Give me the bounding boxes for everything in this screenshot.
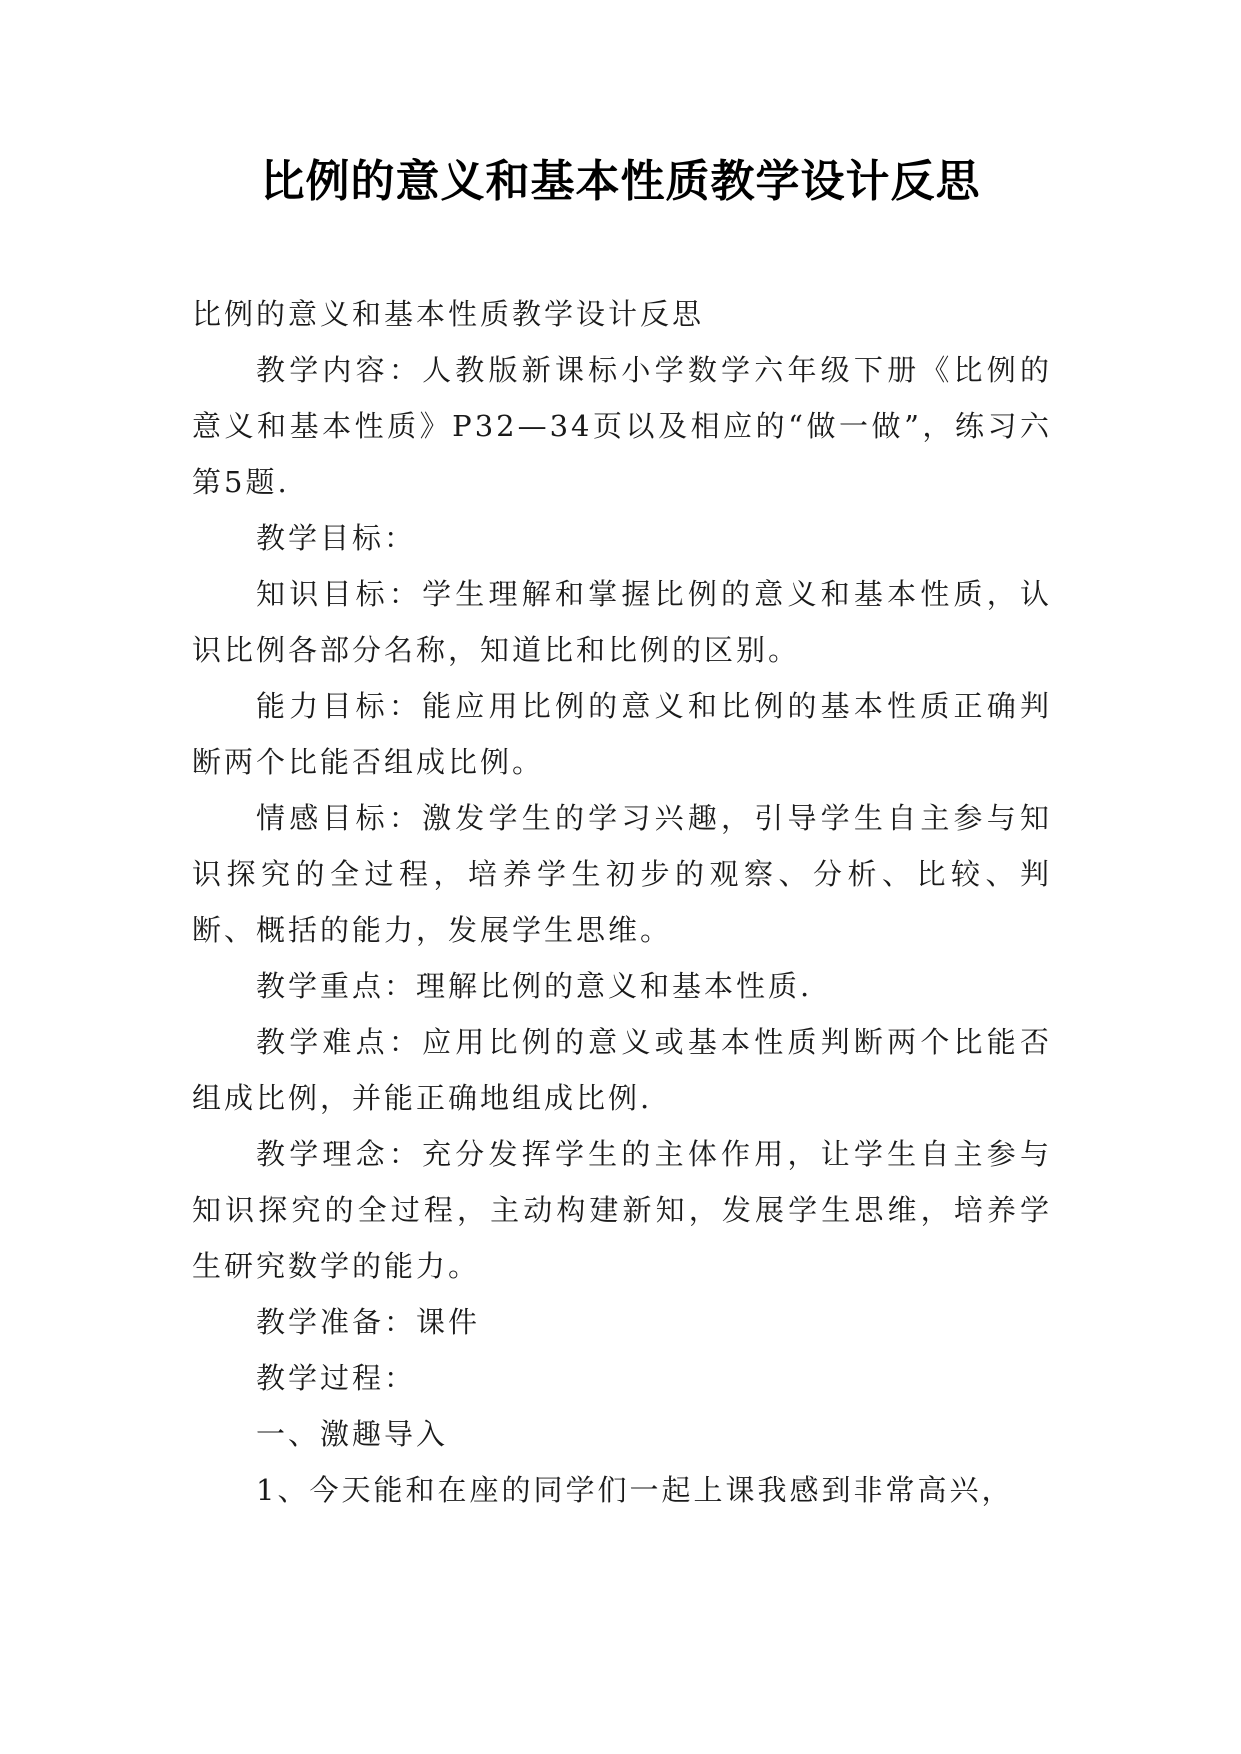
document-body	[192, 286, 1052, 1518]
paragraph-teaching-content: 教学内容：人教版新课标小学数学六年级下册《比例的意义和基本性质》P32—34页以及相应的“做一做”，练习六第5题.	[192, 353, 1052, 499]
paragraph-preparation: 教学准备：课件	[256, 1305, 481, 1339]
paragraph-teaching-concept: 教学理念：充分发挥学生的主体作用，让学生自主参与知识探究的全过程，主动构建新知，发展学生思维，培养学生研究数学的能力。	[192, 1137, 1052, 1283]
paragraph-teaching-goals: 教学目标：	[256, 521, 417, 555]
paragraph-knowledge-goal: 知识目标：学生理解和掌握比例的意义和基本性质，认识比例各部分名称，知道比和比例的区别。	[192, 577, 1052, 667]
document-title: 比例的意义和基本性质教学设计反思	[260, 156, 981, 207]
paragraph-teaching-process: 教学过程：	[256, 1361, 417, 1395]
body-heading-line: 比例的意义和基本性质教学设计反思	[192, 297, 705, 331]
paragraph-ability-goal: 能力目标：能应用比例的意义和比例的基本性质正确判断两个比能否组成比例。	[192, 689, 1052, 779]
paragraph-intro-step-1: 1、今天能和在座的同学们一起上课我感到非常高兴，	[256, 1473, 1014, 1507]
section-heading-intro: 一、激趣导入	[256, 1417, 449, 1451]
paragraph-emotion-goal: 情感目标：激发学生的学习兴趣，引导学生自主参与知识探究的全过程，培养学生初步的观察、分析、比较、判断、概括的能力，发展学生思维。	[192, 801, 1052, 947]
paragraph-difficulty: 教学难点：应用比例的意义或基本性质判断两个比能否组成比例，并能正确地组成比例.	[192, 1025, 1052, 1115]
paragraph-key-point: 教学重点：理解比例的意义和基本性质.	[256, 969, 813, 1003]
